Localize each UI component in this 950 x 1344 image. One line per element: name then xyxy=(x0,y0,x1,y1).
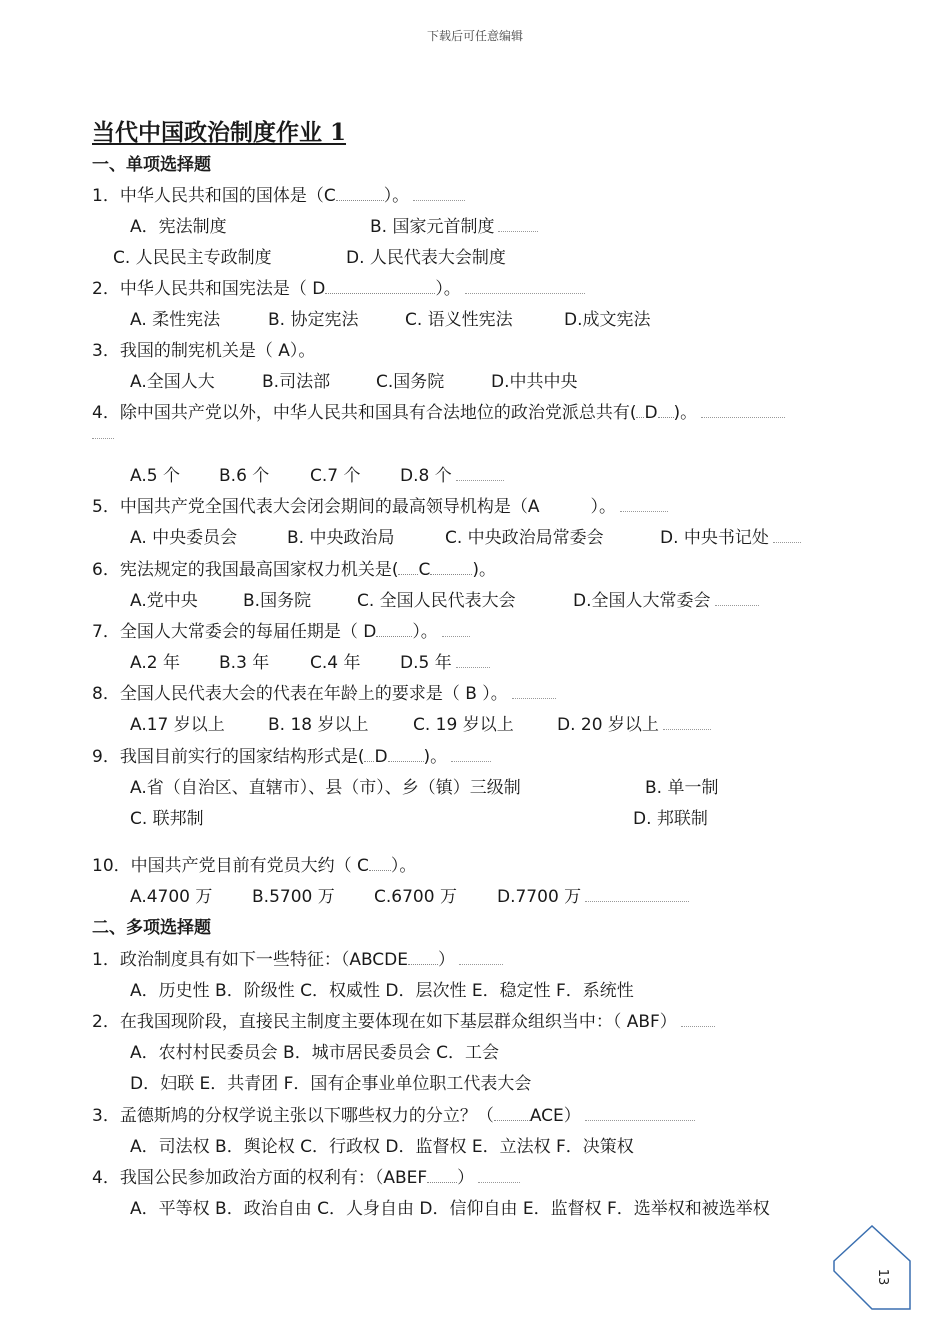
question-3-option-b: B.司法部 xyxy=(262,372,331,392)
section-heading-single-choice: 一、单项选择题 xyxy=(92,155,211,175)
document-title: 当代中国政治制度作业 1 xyxy=(92,119,347,146)
question-7-option-b: B.3 年 xyxy=(219,653,270,673)
question-6-stem-end: )。 xyxy=(472,560,496,580)
question-3: 3．我国的制宪机关是（ A）。 xyxy=(92,341,316,361)
multi-question-1-stem-end: ） xyxy=(438,950,456,970)
multi-question-2 xyxy=(92,1007,715,1032)
question-6 xyxy=(92,555,496,580)
question-6-option-c: C. 全国人民代表大会 xyxy=(357,591,516,611)
question-6-answer: C xyxy=(418,560,431,580)
multi-question-2-options-1: A．农村村民委员会 B．城市居民委员会 C．工会 xyxy=(130,1043,499,1063)
question-10 xyxy=(92,851,416,876)
question-4-stem-end: )。 xyxy=(673,403,698,423)
section-heading-multiple-choice: 二、多项选择题 xyxy=(92,918,211,938)
question-5-option-a: A. 中央委员会 xyxy=(130,528,238,548)
question-9 xyxy=(92,742,491,767)
multi-question-1-options: A．历史性 B．阶级性 C．权威性 D．层次性 E．稳定性 F．系统性 xyxy=(130,981,634,1001)
question-7-stem-end: ）。 xyxy=(412,622,438,642)
multi-question-4-options: A．平等权 B．政治自由 C．人身自由 D．信仰自由 E．监督权 F．选举权和被选举权 xyxy=(130,1199,770,1219)
question-6-stem: 6．宪法规定的我国最高国家权力机关是( xyxy=(92,560,399,580)
question-7-option-d: D.5 年 xyxy=(400,648,490,673)
question-10-option-b: B.5700 万 xyxy=(252,887,335,907)
multi-question-4 xyxy=(92,1163,520,1188)
question-10-option-c: C.6700 万 xyxy=(374,887,457,907)
question-2-option-b: B. 协定宪法 xyxy=(268,310,359,330)
question-5 xyxy=(92,492,668,517)
question-6-option-a: A.党中央 xyxy=(130,591,198,611)
question-8-option-a: A.17 岁以上 xyxy=(130,715,225,735)
question-10-option-a: A.4700 万 xyxy=(130,887,213,907)
question-1-stem: 1．中华人民共和国的国体是（C xyxy=(92,186,336,206)
question-1 xyxy=(92,181,465,206)
question-4-stem: 4．除中国共产党以外，中华人民共和国具有合法地位的政治党派总共有( xyxy=(92,403,637,423)
multi-question-4-stem-end: ） xyxy=(457,1168,475,1188)
question-2-option-a: A. 柔性宪法 xyxy=(130,310,221,330)
question-10-stem-end: ）。 xyxy=(390,856,417,876)
multi-question-3-options: A．司法权 B．舆论权 C．行政权 D．监督权 E．立法权 F．决策权 xyxy=(130,1137,634,1157)
multi-question-1 xyxy=(92,945,503,970)
question-5-option-d: D. 中央书记处 xyxy=(660,523,801,548)
question-6-option-b: B.国务院 xyxy=(243,591,312,611)
question-1-stem-end: ）。 xyxy=(383,186,410,206)
question-10-option-d: D.7700 万 xyxy=(497,882,689,907)
question-1-option-b: B. 国家元首制度 xyxy=(370,212,538,237)
question-4-answer: D xyxy=(644,403,658,423)
question-2-option-c: C. 语义性宪法 xyxy=(405,310,513,330)
question-9-option-c: C. 联邦制 xyxy=(130,809,204,829)
question-3-option-a: A.全国人大 xyxy=(130,372,215,392)
question-4-option-b: B.6 个 xyxy=(219,466,270,486)
question-4-option-c: C.7 个 xyxy=(310,466,361,486)
question-7-option-a: A.2 年 xyxy=(130,653,180,673)
multi-question-2-options-2: D．妇联 E．共青团 F．国有企事业单位职工代表大会 xyxy=(130,1074,532,1094)
multi-question-4-stem: 4．我国公民参加政治方面的权利有：（ABEF xyxy=(92,1168,428,1188)
question-6-option-d: D.全国人大常委会 xyxy=(573,586,759,611)
question-8-option-b: B. 18 岁以上 xyxy=(268,715,369,735)
question-4-option-d: D.8 个 xyxy=(400,461,504,486)
question-9-option-d: D. 邦联制 xyxy=(633,809,708,829)
question-3-option-d: D.中共中央 xyxy=(491,372,578,392)
question-7-option-c: C.4 年 xyxy=(310,653,361,673)
question-1-option-a: A．宪法制度 xyxy=(130,217,227,237)
page-number-tab xyxy=(832,1225,912,1311)
question-8-stem: 8．全国人民代表大会的代表在年龄上的要求是（ B ）。 xyxy=(92,684,508,704)
question-8-option-d: D. 20 岁以上 xyxy=(557,710,711,735)
question-9-option-a: A.省（自治区、直辖市）、县（市）、乡（镇）三级制 xyxy=(130,778,521,798)
question-4-option-a: A.5 个 xyxy=(130,466,180,486)
question-5-stem: 5．中国共产党全国代表大会闭会期间的最高领导机构是（A ）。 xyxy=(92,497,616,517)
multi-question-3-stem: 3．孟德斯鸠的分权学说主张以下哪些权力的分立？（ xyxy=(92,1106,494,1126)
question-5-option-c: C. 中央政治局常委会 xyxy=(445,528,604,548)
question-4-continuation-line xyxy=(92,438,114,439)
question-7-stem: 7．全国人大常委会的每届任期是（ D xyxy=(92,622,377,642)
question-2-stem: 2．中华人民共和国宪法是（ D xyxy=(92,279,326,299)
question-9-stem-end: )。 xyxy=(423,747,448,767)
question-3-option-c: C.国务院 xyxy=(376,372,445,392)
question-8-option-c: C. 19 岁以上 xyxy=(413,715,514,735)
multi-question-1-stem: 1．政治制度具有如下一些特征：（ABCDE xyxy=(92,950,409,970)
question-9-option-b: B. 单一制 xyxy=(645,778,719,798)
question-9-answer: D xyxy=(374,747,388,767)
question-2-option-d: D.成文宪法 xyxy=(564,310,651,330)
question-1-option-d: D. 人民代表大会制度 xyxy=(346,248,506,268)
question-1-option-c: C. 人民民主专政制度 xyxy=(113,248,272,268)
multi-question-2-stem: 2．在我国现阶段，直接民主制度主要体现在如下基层群众组织当中：（ ABF） xyxy=(92,1012,677,1032)
question-2-stem-end: ）。 xyxy=(435,279,461,299)
question-9-stem: 9．我国目前实行的国家结构形式是( xyxy=(92,747,365,767)
question-10-stem: 10．中国共产党目前有党员大约（ C xyxy=(92,856,369,876)
multi-question-3 xyxy=(92,1101,695,1126)
question-4 xyxy=(92,398,785,423)
multi-question-3-stem-end: ACE） xyxy=(529,1106,581,1126)
page-number: 13 xyxy=(875,1268,890,1286)
question-2 xyxy=(92,274,585,299)
page-header: 下载后可任意编辑 xyxy=(426,29,523,43)
question-8 xyxy=(92,679,556,704)
question-7 xyxy=(92,617,470,642)
question-5-option-b: B. 中央政治局 xyxy=(287,528,395,548)
